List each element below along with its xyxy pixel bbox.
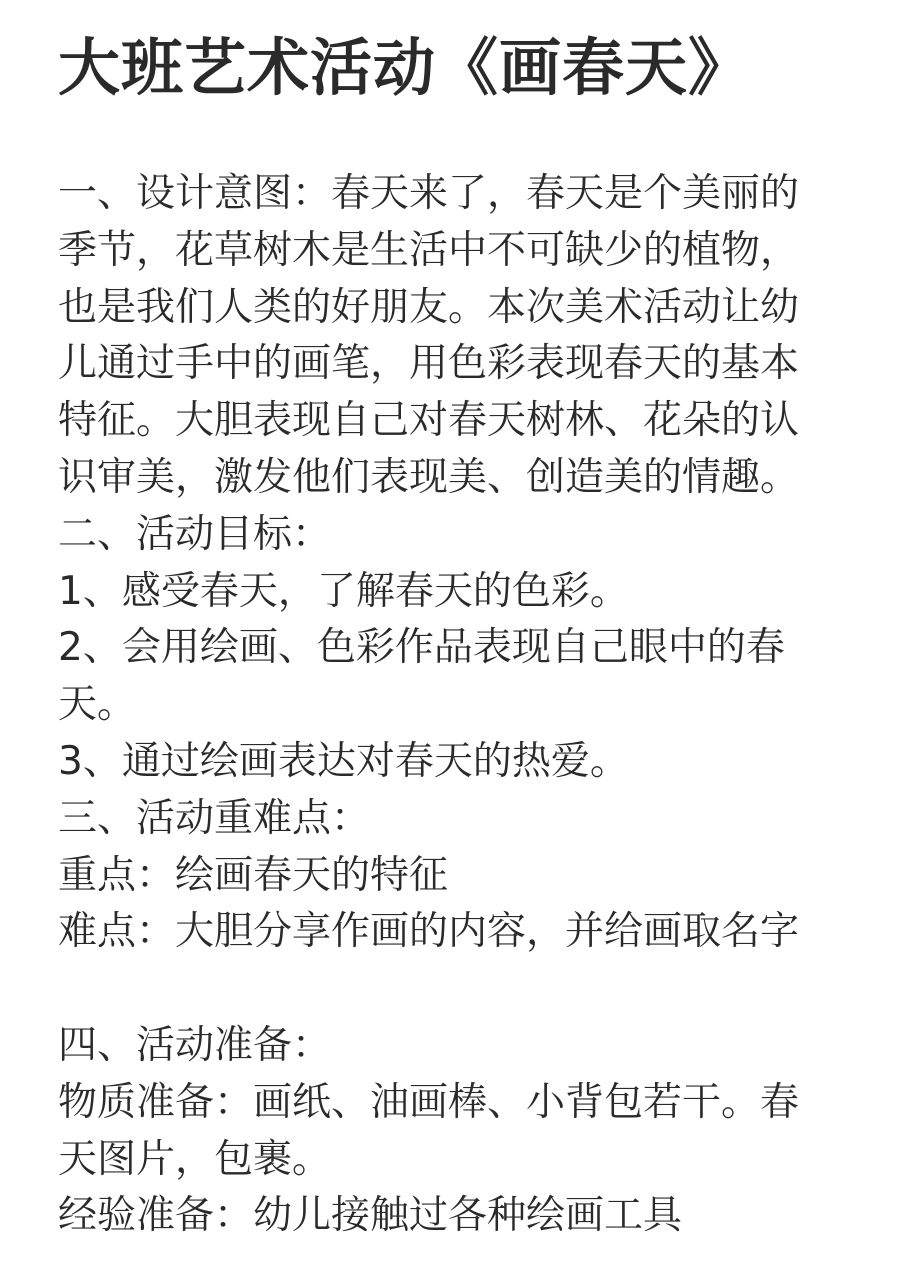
- section-heading: 三、活动重难点：: [58, 795, 371, 841]
- section-heading: 二、活动目标：: [58, 511, 332, 557]
- text-line: 难点：大胆分享作画的内容，并给画取名字: [58, 909, 800, 955]
- document-body: [58, 166, 858, 1245]
- text-line: 物质准备：画纸、油画棒、小背包若干。春: [58, 1079, 800, 1125]
- blank-line: [58, 961, 858, 1018]
- text-line: 重点：绘画春天的特征: [58, 852, 449, 898]
- text-line: 儿通过手中的画笔，用色彩表现春天的基本: [58, 341, 800, 387]
- text-line: 2、会用绘画、色彩作品表现自己眼中的春: [58, 625, 785, 671]
- text-line: 一、设计意图：春天来了，春天是个美丽的: [58, 171, 800, 216]
- text-line: 经验准备：幼儿接触过各种绘画工具: [58, 1193, 683, 1239]
- text-line: 特征。大胆表现自己对春天树林、花朵的认: [58, 398, 800, 444]
- section-heading: 四、活动准备：: [58, 1022, 332, 1068]
- text-line: 也是我们人类的好朋友。本次美术活动让幼: [58, 284, 800, 330]
- text-line: 1、感受春天，了解春天的色彩。: [58, 568, 629, 614]
- text-line: 识审美，激发他们表现美、创造美的情趣。: [58, 454, 800, 500]
- text-line: 季节，花草树木是生活中不可缺少的植物，: [58, 227, 800, 273]
- text-line: 天。: [58, 682, 137, 728]
- text-line: 3、通过绘画表达对春天的热爱。: [58, 738, 629, 784]
- document-title: 大班艺术活动《画春天》: [58, 31, 752, 104]
- text-line: 天图片，包裹。: [58, 1136, 332, 1182]
